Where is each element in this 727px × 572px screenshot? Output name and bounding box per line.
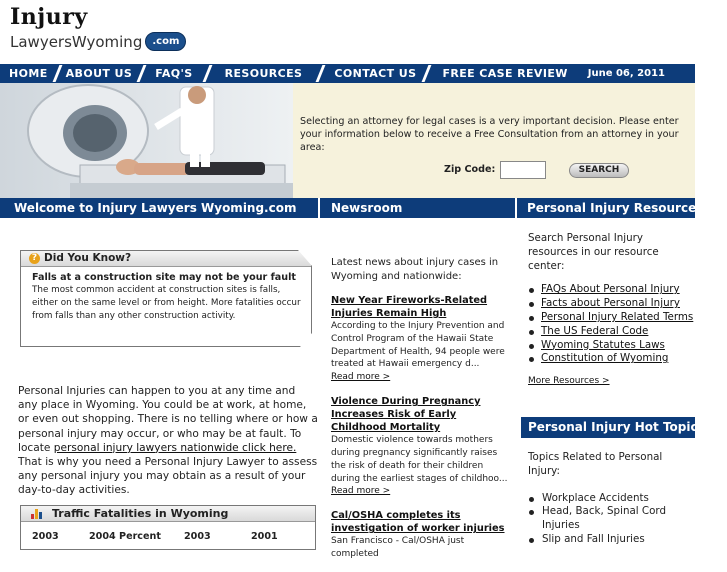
news-article-title[interactable]: Violence During Pregnancy Increases Risk of Early Childhood Mortality [331, 396, 481, 434]
did-you-know-title: Falls at a construction site may not be your fault [32, 272, 296, 283]
news-article [331, 294, 511, 384]
hot-topics-list [528, 492, 696, 547]
resources-column [528, 232, 696, 389]
list-item [528, 325, 696, 339]
welcome-heading: Welcome to Injury Lawyers Wyoming.com [0, 198, 318, 218]
news-article-title[interactable]: New Year Fireworks-Related Injuries Remain High [331, 295, 488, 319]
did-you-know-box [20, 250, 312, 347]
list-item: Slip and Fall Injuries [528, 533, 696, 547]
nav-contact-us[interactable]: CONTACT US [320, 64, 426, 83]
did-you-know-heading: Did You Know? [44, 252, 132, 264]
traffic-fatalities-box [20, 505, 316, 550]
list-item [528, 297, 696, 311]
main-nav [0, 64, 695, 83]
zip-code-input[interactable] [500, 161, 546, 179]
resources-list [528, 283, 696, 366]
news-article [331, 395, 511, 498]
newsroom-heading: Newsroom [320, 198, 515, 218]
traffic-table-header [21, 531, 315, 542]
newsroom-column [331, 256, 511, 572]
news-article-title[interactable]: Cal/OSHA completes its investigation of worker injuries [331, 510, 505, 535]
hero-banner [0, 83, 695, 198]
nationwide-lawyers-link[interactable]: personal injury lawyers nationwide click here. [53, 441, 297, 454]
news-article [331, 509, 511, 561]
logo-title: Injury [10, 4, 88, 30]
resource-link-constitution[interactable]: Constitution of Wyoming [541, 352, 669, 365]
list-item: Head, Back, Spinal Cord Injuries [528, 505, 696, 533]
intro-text-continued: That is why you need a Personal Injury Lawyer to assess any personal injury you may obtain as a result of your day-to-day activities. [18, 456, 318, 497]
box-corner [300, 333, 312, 347]
resource-link-facts[interactable]: Facts about Personal Injury [541, 297, 680, 310]
traffic-fatalities-header [21, 506, 315, 522]
news-article-summary: According to the Injury Prevention and Control Program of the Hawaii State Department of Health, 94 people were treated at Hawaii emergency d... [331, 321, 505, 370]
resources-intro: Search Personal Injury resources in our resource center: [528, 232, 659, 272]
read-more-link[interactable]: Read more > [331, 372, 391, 383]
nav-faqs[interactable]: FAQ'S [141, 64, 206, 83]
logo-subtitle [10, 32, 186, 51]
intro-text: Personal Injuries can happen to you at any time and any place in Wyoming. You could be at work, at home, or even out shopping. There is no telling where or how a personal injury may occur, or who may be at fault. To locate [18, 385, 318, 454]
hero-description: Selecting an attorney for legal cases is a very important decision. Please enter your information below to receive a Free Consultation from an attorney in your area: [300, 116, 679, 153]
resources-heading: Personal Injury Resources [517, 198, 695, 218]
more-resources-link[interactable]: More Resources > [528, 376, 610, 387]
site-logo[interactable] [10, 4, 186, 51]
resource-link-terms[interactable]: Personal Injury Related Terms [541, 310, 694, 323]
bar-chart-icon [31, 508, 45, 519]
intro-paragraph [18, 384, 318, 498]
list-item [528, 339, 696, 353]
news-article-summary: Domestic violence towards mothers during pregnancy significantly raises the risk of death for their children during the earliest stages of childhoo... [331, 435, 508, 484]
read-more-link[interactable]: Read more > [331, 486, 391, 497]
current-date: June 06, 2011 [587, 68, 665, 79]
nav-home[interactable]: HOME [0, 64, 57, 83]
did-you-know-body: The most common accident at construction sites is falls, either on the same level or from height. More fatalities occur from falls than any other construction activity. [32, 285, 301, 321]
hot-topics-heading: Personal Injury Hot Topics [521, 417, 695, 438]
list-item [528, 352, 696, 366]
logo-com-badge: .com [145, 32, 186, 51]
logo-subtitle-text: LawyersWyoming [10, 32, 143, 51]
column-header: 2003 [184, 531, 211, 542]
mri-scan-image [0, 83, 293, 198]
news-article-summary: San Francisco - Cal/OSHA just completed [331, 536, 465, 560]
box-corner [298, 250, 312, 266]
column-header: 2003 [32, 531, 59, 542]
resource-link-faqs[interactable]: FAQs About Personal Injury [541, 283, 680, 296]
column-header: 2004 Percent [89, 531, 161, 542]
question-icon: ? [29, 253, 40, 264]
did-you-know-header [21, 251, 311, 267]
traffic-fatalities-heading: Traffic Fatalities in Wyoming [52, 507, 229, 520]
nav-free-case-review[interactable]: FREE CASE REVIEW [442, 67, 568, 80]
list-item [528, 311, 696, 325]
resource-link-statutes[interactable]: Wyoming Statutes Laws [541, 338, 665, 351]
list-item: Workplace Accidents [528, 492, 696, 506]
news-lead: Latest news about injury cases in Wyoming and nationwide: [331, 257, 499, 282]
resource-link-federal-code[interactable]: The US Federal Code [541, 324, 649, 337]
nav-about-us[interactable]: ABOUT US [57, 64, 142, 83]
nav-resources[interactable]: RESOURCES [207, 64, 321, 83]
zip-code-label: Zip Code: [444, 164, 496, 175]
search-button[interactable]: SEARCH [569, 163, 629, 178]
list-item [528, 283, 696, 297]
column-header: 2001 [251, 531, 278, 542]
hot-topics-intro: Topics Related to Personal Injury: [528, 451, 663, 477]
hot-topics-column [528, 451, 696, 547]
